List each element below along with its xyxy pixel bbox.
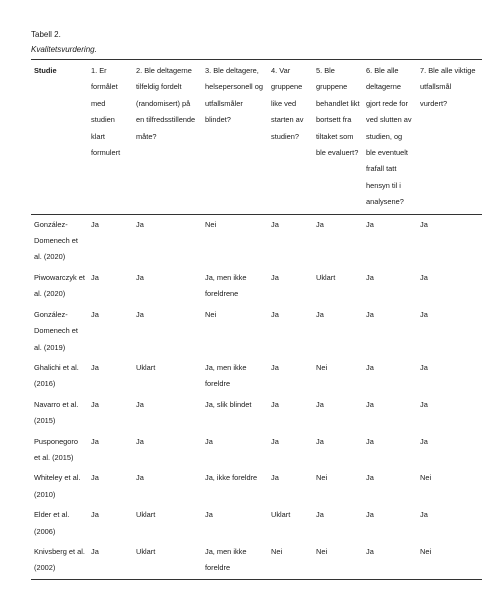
cell-q7: Nei [420,546,432,556]
cell-q5: Uklart [316,272,336,282]
cell-q7: Ja [420,510,428,520]
cell-q7: Ja [420,309,428,319]
cell-q1: Ja [91,473,99,483]
cell-q2: Ja [136,272,144,282]
cell-q3: Ja [205,510,213,520]
quality-assessment-table [31,59,482,580]
cell-q5: Nei [316,362,328,372]
cell-q6: Ja [366,473,374,483]
study-name: González-Domenech et al. (2020) [34,219,78,262]
cell-q1: Ja [91,399,99,409]
cell-q2: Ja [136,473,144,483]
cell-q5: Nei [316,546,328,556]
table-row [31,432,482,469]
cell-q1: Ja [91,362,99,372]
cell-q2: Ja [136,399,144,409]
cell-q1: Ja [91,510,99,520]
table-row [31,268,482,305]
cell-q5: Nei [316,473,328,483]
study-name: Ghalichi et al. (2016) [34,362,79,389]
study-name: Piwowarczyk et al. (2020) [34,272,85,299]
cell-q1: Ja [91,436,99,446]
cell-q2: Uklart [136,546,156,556]
cell-q1: Ja [91,272,99,282]
cell-q4: Nei [271,546,283,556]
cell-q7: Ja [420,219,428,229]
cell-q3: Ja, men ikke foreldrene [205,272,247,299]
header-q3: 3. Ble deltagere, helsepersonell og utfallsmåler blindet? [205,66,263,125]
table-row [31,542,482,579]
header-q2: 2. Ble deltagerne tilfeldig fordelt (randomisert) på en tilfredsstillende måte? [136,66,196,141]
cell-q2: Ja [136,219,144,229]
cell-q7: Ja [420,272,428,282]
table-header-row [31,60,482,215]
cell-q7: Ja [420,399,428,409]
cell-q1: Ja [91,546,99,556]
header-q5: 5. Ble gruppene behandlet likt bortsett fra tiltaket som ble evaluert? [316,66,360,158]
cell-q7: Ja [420,436,428,446]
study-name: Elder et al. (2006) [34,510,70,536]
cell-q4: Ja [271,399,279,409]
cell-q6: Ja [366,436,374,446]
cell-q6: Ja [366,399,374,409]
cell-q3: Nei [205,219,217,229]
table-caption: Tabell 2. [31,30,61,39]
cell-q3: Ja, men ikke foreldre [205,362,247,389]
cell-q2: Ja [136,309,144,319]
cell-q4: Ja [271,272,279,282]
table-row [31,505,482,542]
cell-q5: Ja [316,399,324,409]
cell-q5: Ja [316,219,324,229]
header-q7: 7. Ble alle viktige utfallsmål vurdert? [420,66,476,108]
table-row [31,468,482,505]
study-name: Whiteley et al. (2010) [34,473,81,499]
header-studie: Studie [34,66,57,75]
cell-q5: Ja [316,309,324,319]
cell-q4: Ja [271,436,279,446]
cell-q3: Nei [205,309,217,319]
table-subtitle: Kvalitetsvurdering. [31,45,97,54]
cell-q2: Uklart [136,362,156,372]
study-name: Knivsberg et al. (2002) [34,546,85,573]
cell-q6: Ja [366,272,374,282]
cell-q1: Ja [91,219,99,229]
cell-q6: Ja [366,510,374,520]
cell-q3: Ja, slik blindet [205,399,252,409]
cell-q4: Ja [271,309,279,319]
cell-q1: Ja [91,309,99,319]
table-row [31,395,482,432]
cell-q5: Ja [316,510,324,520]
study-name: González-Domenech et al. (2019) [34,309,78,352]
cell-q4: Ja [271,219,279,229]
header-q1: 1. Er formålet med studien klart formulert [91,66,121,158]
cell-q3: Ja, ikke foreldre [205,473,258,483]
study-name: Pusponegoro et al. (2015) [34,436,78,462]
cell-q7: Nei [420,473,432,483]
cell-q4: Ja [271,473,279,483]
cell-q6: Ja [366,219,374,229]
cell-q5: Ja [316,436,324,446]
cell-q7: Ja [420,362,428,372]
table-row [31,358,482,395]
study-name: Navarro et al. (2015) [34,399,79,426]
cell-q3: Ja, men ikke foreldre [205,546,247,573]
header-q4: 4. Var gruppene like ved starten av studien? [271,66,304,141]
cell-q2: Uklart [136,510,156,520]
cell-q6: Ja [366,362,374,372]
table-row [31,214,482,268]
cell-q6: Ja [366,546,374,556]
cell-q4: Ja [271,362,279,372]
cell-q2: Ja [136,436,144,446]
cell-q3: Ja [205,436,213,446]
header-q6: 6. Ble alle deltagerne gjort rede for ved slutten av studien, og ble eventuelt frafall tatt hensyn til i analysene? [366,66,412,207]
cell-q6: Ja [366,309,374,319]
cell-q4: Uklart [271,510,291,520]
table-row [31,305,482,358]
